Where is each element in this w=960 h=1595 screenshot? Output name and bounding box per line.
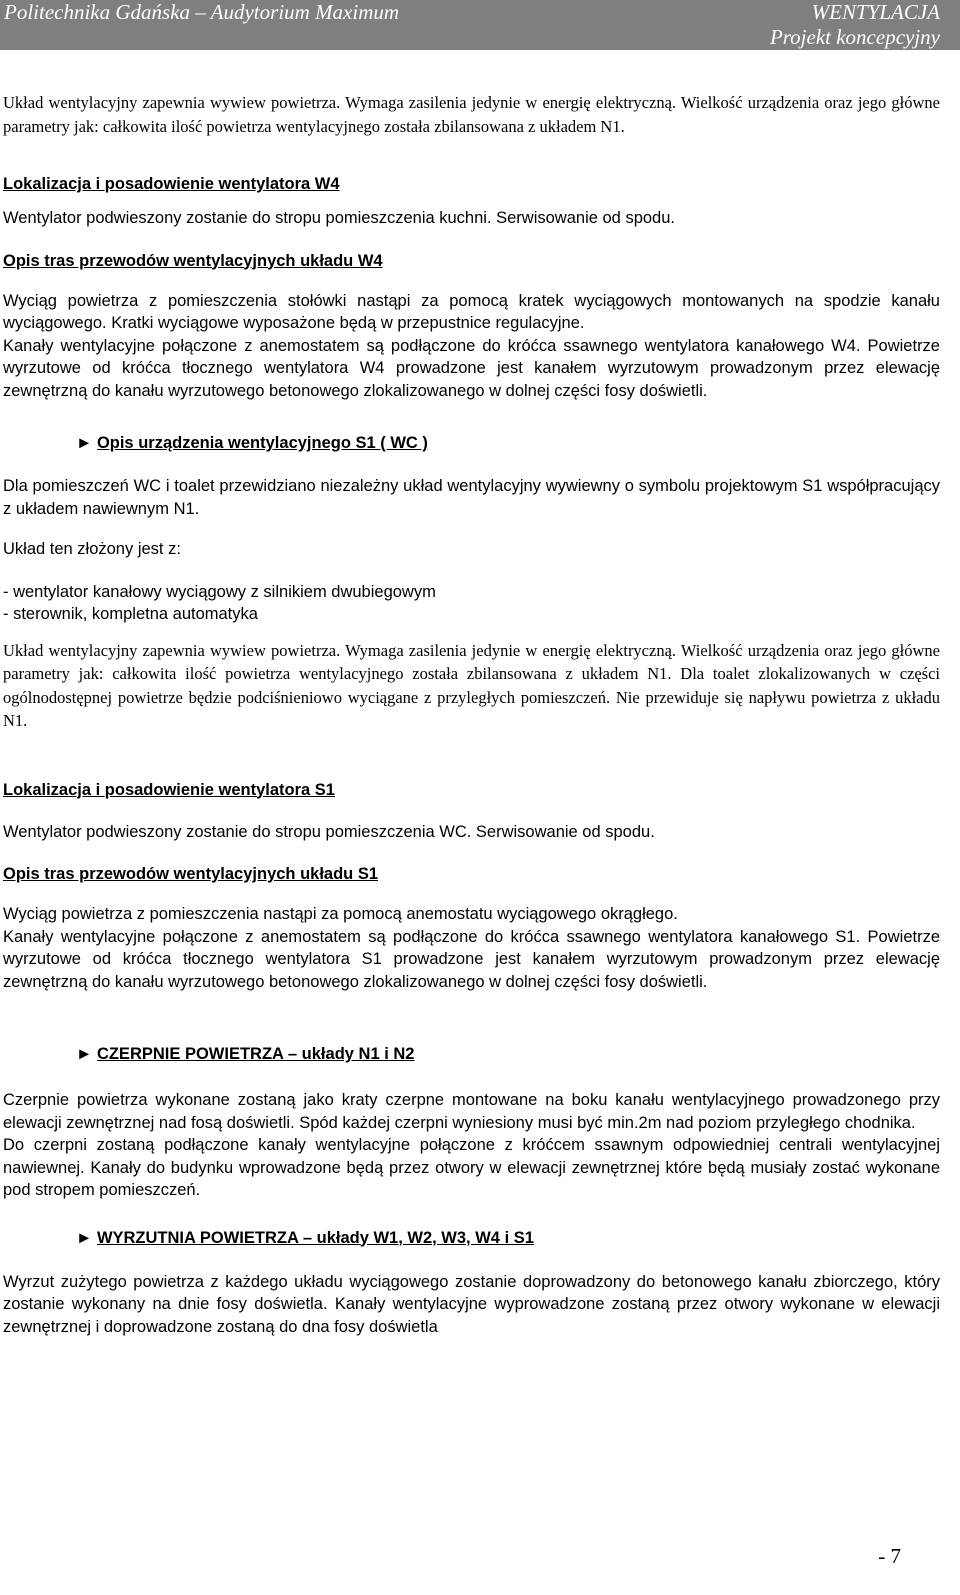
header-document-info xyxy=(770,0,940,50)
paragraph-s1-routes-b: Kanały wentylacyjne połączone z anemostatem są podłączone do króćca ssawnego wentylatora kanałowego S1. Powietrze wyrzutowe od króćca tłocznego wentylatora S1 prowadzone jest kanałem wyrzutowym prowadzonym przez elewację zewnętrzną do kanału wyrzutowego betonowego zlokalizowanego w dolnej części fosy doświetli. xyxy=(3,927,940,991)
paragraph-czerpnie-b: Do czerpni zostaną podłączone kanały wentylacyjne połączone z króćcem ssawnym odpowiedniej centrali wentylacyjnej nawiewnej. Kanały do budynku wprowadzone będą przez otwory w elewacji zewnętrznej które będą musiały zostać wykonane pod stropem pomieszczeń. xyxy=(3,1136,940,1199)
section-title-czerpnie xyxy=(76,1043,940,1065)
triangle-marker-icon: ► xyxy=(76,1045,93,1063)
paragraph-w4-routes-b: Kanały wentylacyjne połączone z anemostatem są podłączone do króćca ssawnego wentylatora kanałowego W4. Powietrze wyrzutowe od króćca tłocznego wentylatora W4 prowadzone jest kanałem wyrzutowym prowadzonym przez elewację zewnętrzną do kanału wyrzutowego betonowego zlokalizowanego w dolnej części fosy doświetli. xyxy=(3,336,940,400)
section-title-s1 xyxy=(76,432,940,454)
heading-w4-routes: Opis tras przewodów wentylacyjnych układu W4 xyxy=(3,251,383,270)
section-title-czerpnie-text: CZERPNIE POWIETRZA – układy N1 i N2 xyxy=(96,1045,415,1063)
section-title-s1-text: Opis urządzenia wentylacyjnego S1 ( WC ) xyxy=(96,434,428,452)
header-topic: WENTYLACJA xyxy=(811,0,940,24)
page-header xyxy=(0,0,960,50)
paragraph-w4-description: Układ wentylacyjny zapewnia wywiew powietrza. Wymaga zasilenia jedynie w energię elektryczną. Wielkość urządzenia oraz jego główne parametry jak: całkowita ilość powietrza wentylacyjnego została zbilansowana z układem N1. xyxy=(3,93,940,136)
list-item: - sterownik, kompletna automatyka xyxy=(3,604,258,623)
list-item: - wentylator kanałowy wyciągowy z silnikiem dwubiegowym xyxy=(3,582,436,601)
paragraph-s1-consists: Układ ten złożony jest z: xyxy=(3,540,181,558)
header-institution: Politechnika Gdańska – Audytorium Maximum xyxy=(4,0,400,24)
document-body xyxy=(3,91,940,1338)
heading-s1-location: Lokalizacja i posadowienie wentylatora S1 xyxy=(3,780,335,799)
paragraph-czerpnie-a: Czerpnie powietrza wykonane zostaną jako kraty czerpne montowane na boku kanału wentylacyjnego prowadzonego przy elewacji zewnętrznej nad fosą doświetli. Spód każdej czerpni wyniesiony musi być min.2m nad poziom przyległego chodnika. xyxy=(3,1091,940,1132)
paragraph-w4-location: Wentylator podwieszony zostanie do stropu pomieszczenia kuchni. Serwisowanie od spodu. xyxy=(3,209,675,227)
section-title-wyrzutnia xyxy=(76,1227,940,1249)
triangle-marker-icon: ► xyxy=(76,1228,93,1247)
paragraph-s1-intro: Dla pomieszczeń WC i toalet przewidziano niezależny układ wentylacyjny wywiewny o symbolu projektowym S1 współpracujący z układem nawiewnym N1. xyxy=(3,477,940,518)
page-number: - 7 xyxy=(878,1544,901,1568)
paragraph-wyrzutnia: Wyrzut zużytego powietrza z każdego układu wyciągowego zostanie doprowadzony do betonowego kanału zbiorczego, który zostanie wykonany na dnie fosy doświetla. Kanały wentylacyjne wyprowadzone zostaną przez otwory wykonane w elewacji zewnętrznej i doprowadzone zostaną do dna fosy doświetla xyxy=(3,1272,940,1336)
triangle-marker-icon: ► xyxy=(76,434,93,452)
header-project-type: Projekt koncepcyjny xyxy=(769,25,940,49)
paragraph-s1-routes-a: Wyciąg powietrza z pomieszczenia nastąpi za pomocą anemostatu wyciągowego okrągłego. xyxy=(3,905,678,923)
paragraph-s1-description: Układ wentylacyjny zapewnia wywiew powietrza. Wymaga zasilenia jedynie w energię elektryczną. Wielkość urządzenia oraz jego główne parametry jak: całkowita ilość powietrza wentylacyjnego została zbilansowana z układem N1. Dla toalet zlokalizowanych w części ogólnodostępnej powietrze będzie podciśnieniowo wyciągane z przyległych pomieszczeń. Nie przewiduje się napływu powietrza z układu N1. xyxy=(3,640,940,730)
section-title-wyrzutnia-text: WYRZUTNIA POWIETRZA – układy W1, W2, W3, W4 i S1 xyxy=(96,1228,534,1247)
paragraph-w4-routes-a: Wyciąg powietrza z pomieszczenia stołówki nastąpi za pomocą kratek wyciągowych montowanych na spodzie kanału wyciągowego. Kratki wyciągowe wyposażone będą w przepustnice regulacyjne. xyxy=(3,291,940,332)
component-list xyxy=(3,581,940,625)
heading-w4-location: Lokalizacja i posadowienie wentylatora W4 xyxy=(3,175,340,193)
heading-s1-routes: Opis tras przewodów wentylacyjnych układu S1 xyxy=(3,865,379,883)
paragraph-s1-location: Wentylator podwieszony zostanie do stropu pomieszczenia WC. Serwisowanie od spodu. xyxy=(3,822,655,841)
